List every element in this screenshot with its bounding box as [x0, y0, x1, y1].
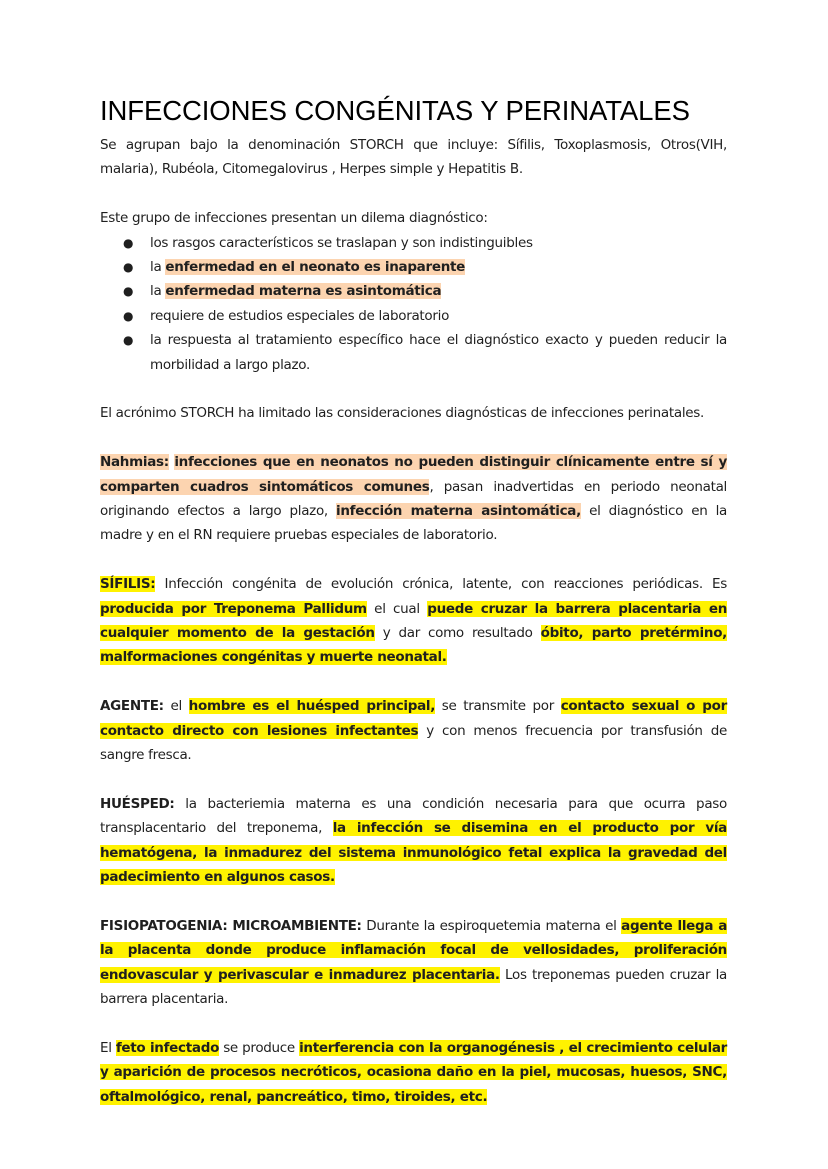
highlight-orange: enfermedad materna es asintomática: [165, 283, 442, 300]
highlight-yellow: interferencia con la organogénesis , el crecimiento celular y aparición de procesos necróticos, ocasiona daño en la piel, mucosas, huesos, SNC, oftalmológico, renal, pancreático, timo, tiroides, etc.: [100, 1039, 727, 1105]
bullet-icon: ●: [123, 260, 134, 275]
highlight-yellow: óbito, parto pretérmino, malformaciones congénitas y muerte neonatal.: [100, 625, 727, 666]
spacer: [100, 548, 727, 572]
feto-paragraph: El feto infectado se produce interferencia con la organogénesis , el crecimiento celular y aparición de procesos necróticos, ocasiona daño en la piel, mucosas, huesos, SNC, oftalmológico, renal, pancreático, timo, tiroides, etc.: [100, 1039, 727, 1105]
list-item: ● la enfermedad materna es asintomática: [100, 279, 727, 303]
bullet-icon: ●: [123, 333, 134, 348]
bullet-icon: ●: [123, 308, 134, 323]
highlight-yellow: puede cruzar la barrera placentaria en cualquier momento de la gestación: [100, 600, 728, 642]
dilemma-intro: Este grupo de infecciones presentan un dilema diagnóstico:: [100, 210, 488, 227]
agente-paragraph: AGENTE: el hombre es el huésped principal, se transmite por contacto sexual o por contacto directo con lesiones infectantes y con menos frecuencia por transfusión de sangre fresca.: [100, 698, 727, 764]
spacer: [100, 767, 727, 791]
section-label: FISIOPATOGENIA: MICROAMBIENTE:: [100, 917, 362, 934]
page-title: INFECCIONES CONGÉNITAS Y PERINATALES: [100, 95, 690, 126]
section-label: SÍFILIS:: [100, 576, 156, 593]
acronym-paragraph: El acrónimo STORCH ha limitado las consideraciones diagnósticas de infecciones perinatales.: [100, 405, 705, 422]
sifilis-paragraph: SÍFILIS: Infección congénita de evolución crónica, latente, con reacciones periódicas. Es producida por Treponema Pallidum el cual puede cruzar la barrera placentaria en cualquier momento de la gestación y dar como resultado óbito, parto pretérmino, malformaciones congénitas y muerte neonatal.: [100, 576, 728, 666]
spacer: [100, 377, 727, 401]
spacer: [100, 670, 727, 694]
highlight-yellow: contacto sexual o por contacto directo con lesiones infectantes: [100, 698, 727, 739]
list-item: ● los rasgos característicos se traslapan y son indistinguibles: [100, 231, 727, 255]
list-item: ● la respuesta al tratamiento específico hace el diagnóstico exacto y pueden reducir la morbilidad a largo plazo.: [100, 328, 727, 377]
document-page: [100, 95, 727, 1109]
dilemma-list: [100, 231, 727, 377]
spacer: [100, 890, 727, 914]
bullet-icon: ●: [123, 235, 134, 250]
intro-paragraph: Se agrupan bajo la denominación STORCH que incluye: Sífilis, Toxoplasmosis, Otros(VIH, malaria), Rubéola, Citomegalovirus , Herpes simple y Hepatitis B.: [100, 137, 727, 178]
huesped-paragraph: HUÉSPED: la bacteriemia materna es una condición necesaria para que ocurra paso transplacentario del treponema, la infección se disemina en el producto por vía hematógena, la inmadurez del sistema inmunológico fetal explica la gravedad del padecimiento en algunos casos.: [100, 795, 727, 886]
highlight-orange: infección materna asintomática,: [336, 503, 581, 520]
highlight-orange: enfermedad en el neonato es inaparente: [165, 259, 466, 276]
fisiopatogenia-paragraph: FISIOPATOGENIA: MICROAMBIENTE: Durante la espiroquetemia materna el agente llega a la placenta donde produce inflamación focal de vellosidades, proliferación endovascular y perivascular e inmadurez placentaria. Los treponemas pueden cruzar la barrera placentaria.: [100, 917, 727, 1008]
nahmias-paragraph: Nahmias: infecciones que en neonatos no pueden distinguir clínicamente entre sí y comparten cuadros sintomáticos comunes, pasan inadvertidas en periodo neonatal originando efectos a largo plazo, infección materna asintomática, el diagnóstico en la madre y en el RN requiere pruebas especiales de laboratorio.: [100, 454, 727, 544]
section-label: Nahmias:: [100, 454, 169, 471]
spacer: [100, 1012, 727, 1036]
highlight-yellow: la infección se disemina en el producto por vía hematógena, la inmadurez del sistema inmunológico fetal explica la gravedad del padecimiento en algunos casos.: [100, 820, 727, 886]
section-label: AGENTE:: [100, 698, 164, 715]
bullet-icon: ●: [123, 284, 134, 299]
highlight-yellow: agente llega a la placenta donde produce inflamación focal de vellosidades, proliferación endovascular y perivascular e inmadurez placentaria.: [100, 917, 727, 983]
highlight-yellow: hombre es el huésped principal,: [188, 698, 436, 715]
highlight-yellow: producida por Treponema Pallidum: [100, 600, 367, 617]
list-item: ● la enfermedad en el neonato es inaparente: [100, 255, 727, 279]
highlight-yellow: feto infectado: [115, 1039, 220, 1056]
spacer: [100, 426, 727, 450]
list-item: ● requiere de estudios especiales de laboratorio: [100, 304, 727, 328]
section-label: HUÉSPED:: [100, 795, 175, 812]
highlight-orange: infecciones que en neonatos no pueden distinguir clínicamente entre sí y comparten cuadros sintomáticos comunes: [100, 454, 727, 495]
spacer: [100, 182, 727, 206]
